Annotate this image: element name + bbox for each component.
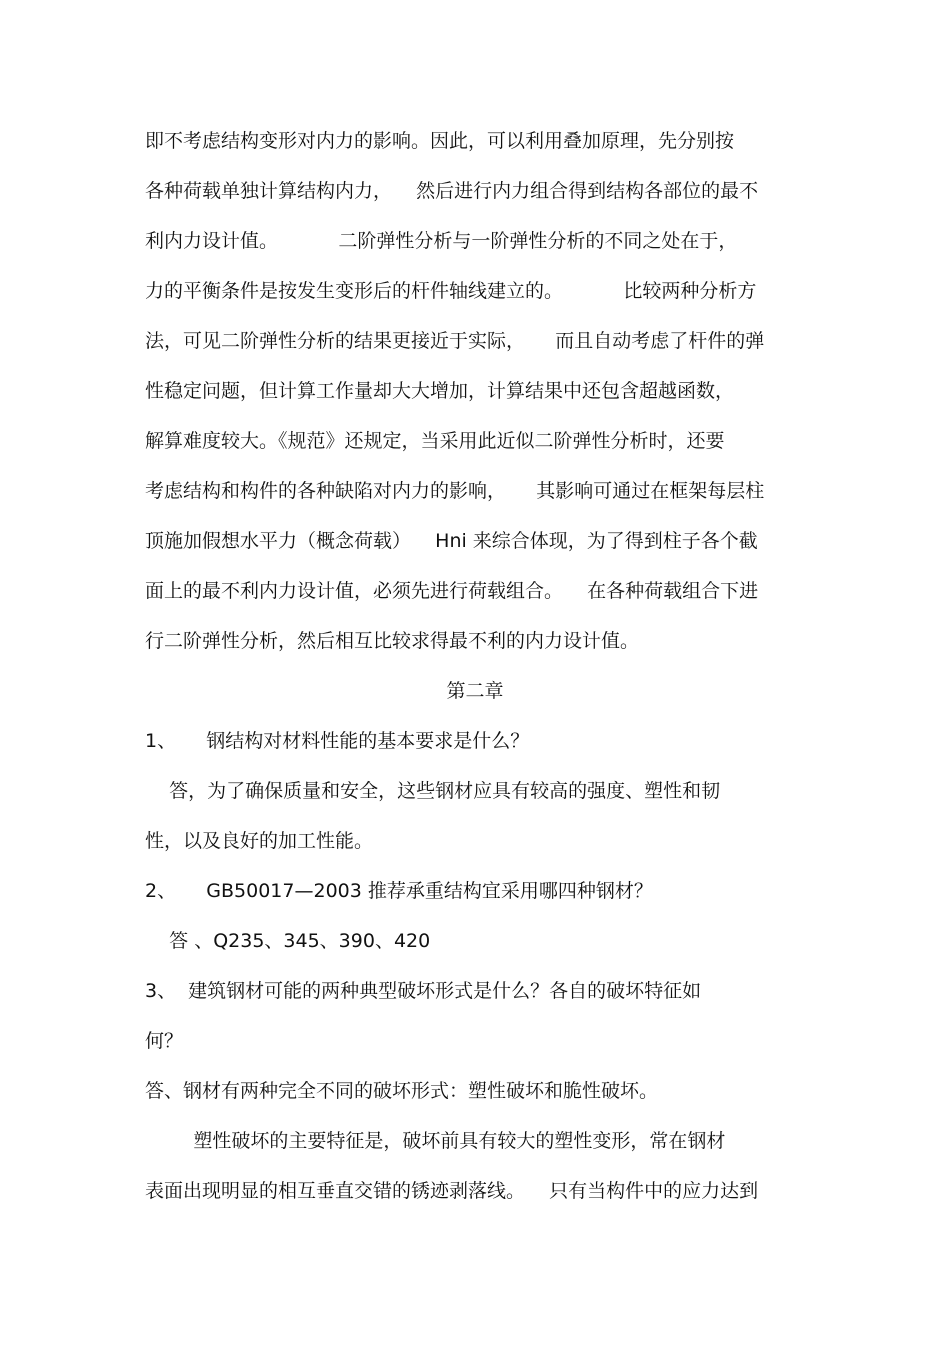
question-line: 2、 GB50017—2003 推荐承重结构宜采用哪四种钢材？ xyxy=(145,880,653,902)
paragraph-line: 解算难度较大。《规范》还规定，当采用此近似二阶弹性分析时，还要 xyxy=(145,430,725,452)
paragraph-line: 面上的最不利内力设计值，必须先进行荷载组合。 在各种荷载组合下进 xyxy=(145,580,759,602)
question-line: 1、 钢结构对材料性能的基本要求是什么？ xyxy=(145,730,530,752)
answer-line: 表面出现明显的相互垂直交错的锈迹剥落线。 只有当构件中的应力达到 xyxy=(145,1180,759,1202)
answer-line: 答 、Q235、345、390、420 xyxy=(145,930,431,952)
answer-line: 性，以及良好的加工性能。 xyxy=(145,830,374,852)
paragraph-line: 法，可见二阶弹性分析的结果更接近于实际， 而且自动考虑了杆件的弹 xyxy=(145,330,765,352)
paragraph-line: 各种荷载单独计算结构内力， 然后进行内力组合得到结构各部位的最不 xyxy=(145,180,759,202)
paragraph-line: 力的平衡条件是按发生变形后的杆件轴线建立的。 比较两种分析方 xyxy=(145,280,757,302)
paragraph-line: 即不考虑结构变形对内力的影响。因此，可以利用叠加原理，先分别按 xyxy=(145,130,735,152)
paragraph-line: 利内力设计值。 二阶弹性分析与一阶弹性分析的不同之处在于， xyxy=(145,230,738,252)
answer-line: 答，为了确保质量和安全，这些钢材应具有较高的强度、塑性和韧 xyxy=(145,780,721,802)
answer-line: 答、钢材有两种完全不同的破坏形式：塑性破坏和脆性破坏。 xyxy=(145,1080,659,1102)
paragraph-line: 行二阶弹性分析，然后相互比较求得最不利的内力设计值。 xyxy=(145,630,640,652)
paragraph-line: 考虑结构和构件的各种缺陷对内力的影响， 其影响可通过在框架每层柱 xyxy=(145,480,765,502)
answer-line: 塑性破坏的主要特征是，破坏前具有较大的塑性变形，常在钢材 xyxy=(145,1130,726,1152)
question-line: 3、 建筑钢材可能的两种典型破坏形式是什么？各自的破坏特征如 xyxy=(145,980,702,1002)
chapter-heading: 第二章 xyxy=(446,680,504,702)
paragraph-line: 顶施加假想水平力（概念荷载） Hni 来综合体现，为了得到柱子各个截 xyxy=(145,530,758,552)
question-line: 何？ xyxy=(145,1030,184,1052)
paragraph-line: 性稳定问题，但计算工作量却大大增加，计算结果中还包含超越函数， xyxy=(145,380,735,402)
